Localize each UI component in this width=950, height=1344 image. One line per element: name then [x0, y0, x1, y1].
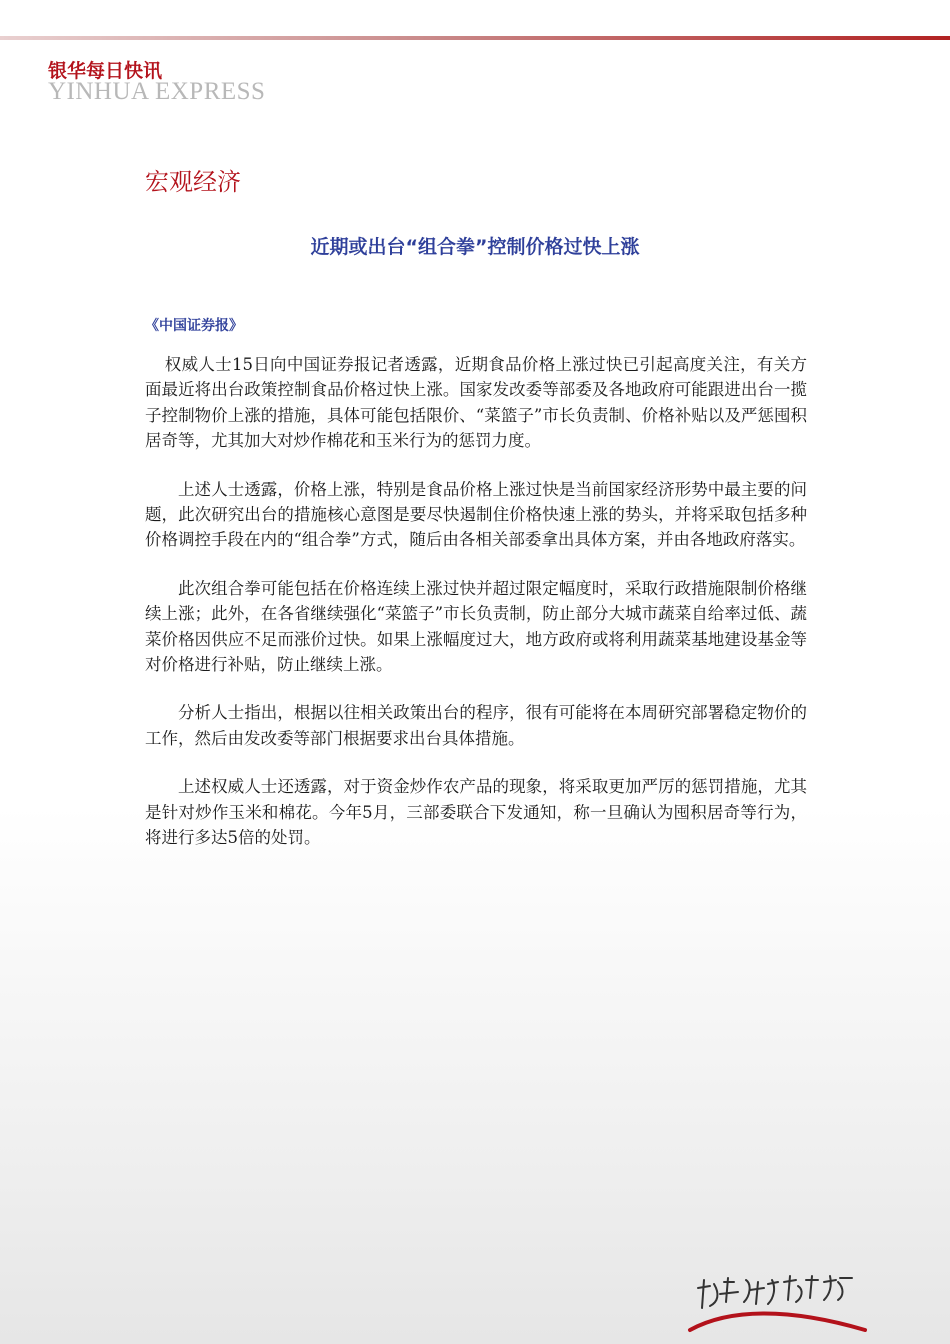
- paragraph: 权威人士15日向中国证券报记者透露，近期食品价格上涨过快已引起高度关注，有关方面最近将出台政策控制食品价格过快上涨。国家发改委等部委及各地政府可能跟进出台一揽子控制物价上涨的措施，具体可能包括限价、“菜篮子”市长负责制、价格补贴以及严惩囤积居奇等，尤其加大对炒作棉花和玉米行为的惩罚力度。: [145, 355, 807, 451]
- paragraph: 分析人士指出，根据以往相关政策出台的程序，很有可能将在本周研究部署稳定物价的工作，然后由发改委等部门根据要求出台具体措施。: [145, 703, 807, 748]
- brand-name-en: YINHUA EXPRESS: [48, 78, 266, 105]
- paragraph: 上述人士透露，价格上涨，特别是食品价格上涨过快是当前国家经济形势中最主要的问题，此次研究出台的措施核心意图是要尽快遏制住价格快速上涨的势头，并将采取包括多种价格调控手段在内的“组合拳”方式，随后由各相关部委拿出具体方案，并由各地政府落实。: [145, 479, 807, 550]
- article-body: [145, 352, 807, 874]
- brand-name-cn: 银华每日快讯: [48, 60, 163, 82]
- signature-logo: [680, 1268, 870, 1338]
- article-source: 《中国证券报》: [145, 318, 243, 334]
- paragraph: 此次组合拳可能包括在价格连续上涨过快并超过限定幅度时，采取行政措施限制价格继续上涨；此外，在各省继续强化“菜篮子”市长负责制，防止部分大城市蔬菜自给率过低、蔬菜价格因供应不足而涨价过快。如果上涨幅度过大，地方政府或将利用蔬菜基地建设基金等对价格进行补贴，防止继续上涨。: [145, 578, 807, 675]
- section-title: 宏观经济: [145, 168, 241, 196]
- paragraph: 上述权威人士还透露，对于资金炒作农产品的现象，将采取更加严厉的惩罚措施，尤其是针对炒作玉米和棉花。今年5月，三部委联合下发通知，称一旦确认为囤积居奇等行为，将进行多达5倍的处罚。: [145, 777, 807, 848]
- article-title: 近期或出台“组合拳”控制价格过快上涨: [310, 236, 640, 258]
- header-rule: [0, 36, 950, 40]
